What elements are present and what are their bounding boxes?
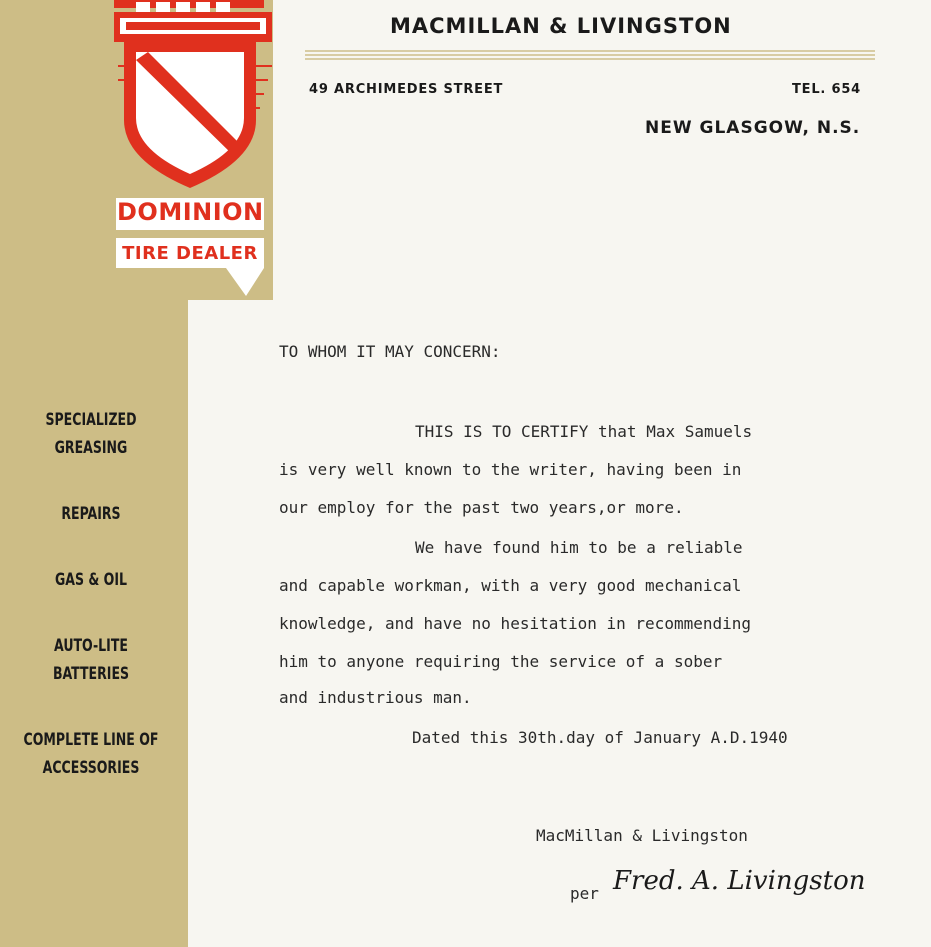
letter-line: and industrious man. [279, 688, 472, 707]
letter-line: is very well known to the writer, having been in [279, 460, 742, 479]
service-label: COMPLETE LINE OF [23, 730, 159, 750]
service-label: SPECIALIZED [45, 410, 137, 430]
service-label: GREASING [54, 438, 128, 458]
service-label: BATTERIES [52, 664, 130, 684]
logo-brand: DOMINION [117, 198, 264, 226]
telephone: TEL. 654 [792, 82, 862, 97]
service-label: ACCESSORIES [42, 758, 140, 778]
service-repairs [16, 500, 165, 528]
service-label: REPAIRS [61, 504, 121, 524]
service-greasing [16, 406, 165, 462]
letter-line: THIS IS TO CERTIFY that Max Samuels [415, 422, 753, 441]
letter-line: and capable workman, with a very good mechanical [279, 576, 742, 595]
salutation: TO WHOM IT MAY CONCERN: [279, 342, 501, 361]
letter-line: our employ for the past two years,or more. [279, 498, 684, 517]
service-gas-oil [16, 566, 165, 594]
letter-line: We have found him to be a reliable [415, 538, 743, 557]
service-label: AUTO-LITE [54, 636, 128, 656]
service-batteries [16, 632, 165, 688]
date-line: Dated this 30th.day of January A.D.1940 [412, 728, 788, 747]
street-address: 49 ARCHIMEDES STREET [309, 82, 504, 97]
logo-subtitle: TIRE DEALER [122, 243, 258, 264]
signature: Fred. A. Livingston [613, 866, 866, 896]
closing-company: MacMillan & Livingston [536, 826, 748, 845]
service-label: GAS & OIL [54, 570, 128, 590]
header-rule [305, 50, 875, 64]
company-name: MACMILLAN & LIVINGSTON [390, 14, 732, 38]
city: NEW GLASGOW, N.S. [645, 118, 861, 138]
service-accessories [16, 726, 165, 782]
letter-line: knowledge, and have no hesitation in recommending [279, 614, 752, 633]
letter-line: him to anyone requiring the service of a sober [279, 652, 723, 671]
per-label: per [570, 884, 599, 903]
